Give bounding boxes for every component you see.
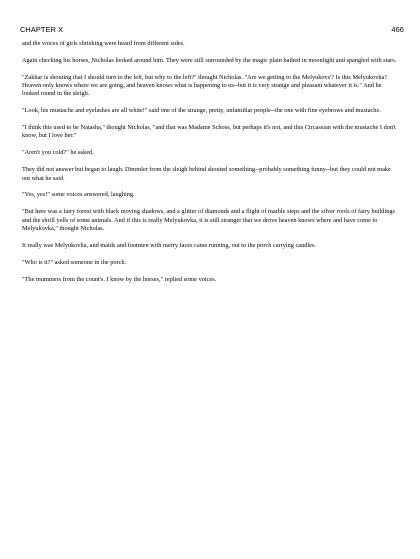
paragraph: "Look, his mustache and eyelashes are all white!" said one of the strange, pretty, unfamiliar people--the one with fine eyebrows and mustache. [22,107,381,115]
paragraph: "Who is it?" asked someone in the porch. [22,258,127,266]
running-header [20,25,404,37]
body-text [22,40,400,292]
paragraph: "But here was a fairy forest with black moving shadows, and a glitter of diamonds and a flight of marble steps and the silver roofs of fairy buildings and the shrill yells of some animals. And if this is really Melyukovka, it is still stranger that we drove heaven knows where and have come to Melyukovka," thought Nicholas. [22,208,395,232]
paragraph: "Aren't you cold?" he asked. [22,149,94,157]
paragraph: "Zakhar is shouting that I should turn to the left, but why to the left?" thought Nicholas. "Are we getting to the Melyukovs'? Is this Melyukovka? Heaven only knows where we are going, and heaven knows what is happening to us--but it is very strange and pleasant whatever it is." And he looked round in the sleigh. [22,73,388,98]
paragraph: and the voices of girls shrieking were heard from different sides. [22,40,185,47]
paragraph: "I think this used to be Natasha," thought Nicholas, "and that was Madame Schoss, but perhaps it's not, and this Circassian with the mustache I don't know, but I love her." [22,124,396,140]
paragraph: Again checking his horses, Nicholas looked around him. They were still surrounded by the magic plain bathed in moonlight and spangled with stars. [22,56,397,64]
paragraph: They did not answer but began to laugh. Dimmler from the sleigh behind shouted something--probably something funny--but they could not make out what he said. [22,166,391,182]
paragraph: "Yes, yes!" some voices answered, laughing. [22,191,135,199]
page-number: 466 [391,25,404,34]
paragraph: It really was Melyukovka, and maids and footmen with merry faces came running, out to the porch carrying candles. [22,241,316,249]
chapter-title: CHAPTER X [20,25,64,34]
paragraph: "The mummers from the count's. I know by the horses," replied some voices. [22,275,217,283]
